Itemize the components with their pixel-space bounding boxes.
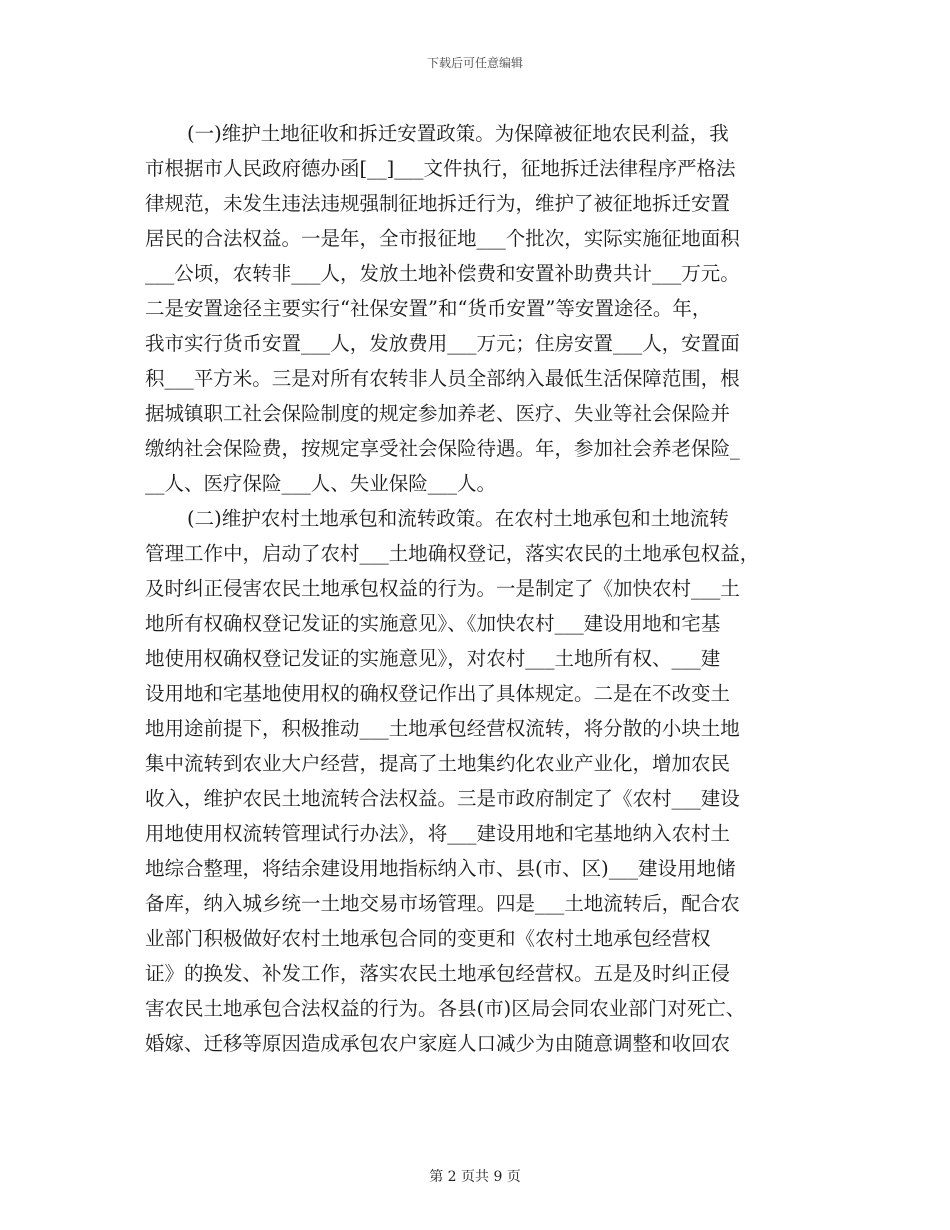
text-line: 设用地和宅基地使用权的确权登记作出了具体规定。二是在不改变土 <box>145 682 731 705</box>
text-line: 害农民土地承包合法权益的行为。各县(市)区局会同农业部门对死亡、 <box>145 997 746 1020</box>
text-line: 备库，纳入城乡统一土地交易市场管理。四是___土地流转后，配合农 <box>145 892 740 915</box>
text-line: 集中流转到农业大户经营，提高了土地集约化农业产业化，增加农民 <box>145 752 731 775</box>
text-line: 我市实行货币安置___人，发放费用___万元；住房安置___人，安置面 <box>145 332 740 355</box>
text-line: 积___平方米。三是对所有农转非人员全部纳入最低生活保障范围，根 <box>145 367 740 390</box>
text-line: 市根据市人民政府德办函[__]___文件执行，征地拆迁法律程序严格法 <box>145 157 736 180</box>
text-line: 居民的合法权益。一是年，全市报征地___个批次，实际实施征地面积 <box>145 227 740 250</box>
text-line: __人、医疗保险___人、失业保险___人。 <box>145 472 497 495</box>
text-line: 地综合整理，将结余建设用地指标纳入市、县(市、区)___建设用地储 <box>145 857 736 880</box>
page-header: 下载后可任意编辑 <box>426 56 523 70</box>
text-line: (二)维护农村土地承包和流转政策。在农村土地承包和土地流转 <box>187 507 729 530</box>
text-line: ___公顷，农转非___人，发放土地补偿费和安置补助费共计___万元。 <box>145 262 740 285</box>
text-line: 收入，维护农民土地流转合法权益。三是市政府制定了《农村___建设 <box>145 787 740 810</box>
text-line: 二是安置途径主要实行“社保安置”和“货币安置”等安置途径。年， <box>145 297 712 320</box>
text-line: 证》的换发、补发工作，落实农民土地承包经营权。五是及时纠正侵 <box>145 962 731 985</box>
text-line: 管理工作中，启动了农村___土地确权登记，落实农民的土地承包权益， <box>145 542 760 565</box>
text-line: 据城镇职工社会保险制度的规定参加养老、医疗、失业等社会保险并 <box>145 402 731 425</box>
page-footer: 第 2 页共 9 页 <box>429 1169 521 1185</box>
text-line: 用地使用权流转管理试行办法》，将___建设用地和宅基地纳入农村土 <box>145 822 731 845</box>
document-body <box>145 116 797 1061</box>
text-line: 地使用权确权登记发证的实施意见》，对农村___土地所有权、___建 <box>145 647 721 670</box>
text-line: 地用途前提下，积极推动___土地承包经营权流转，将分散的小块土地 <box>145 717 740 740</box>
text-line: 地所有权确权登记发证的实施意见》、《加快农村___建设用地和宅基 <box>145 612 721 635</box>
text-line: 律规范，未发生违法违规强制征地拆迁行为，维护了被征地拆迁安置 <box>145 192 731 215</box>
text-line: 业部门积极做好农村土地承包合同的变更和《农村土地承包经营权 <box>145 927 711 950</box>
text-line: (一)维护土地征收和拆迁安置政策。为保障被征地农民利益，我 <box>187 122 729 145</box>
text-line: 婚嫁、迁移等原因造成承包农户家庭人口减少为由随意调整和收回农 <box>145 1032 731 1055</box>
text-line: 缴纳社会保险费，按规定享受社会保险待遇。年，参加社会养老保险_ <box>145 437 740 460</box>
text-line: 及时纠正侵害农民土地承包权益的行为。一是制定了《加快农村___土 <box>145 577 740 600</box>
